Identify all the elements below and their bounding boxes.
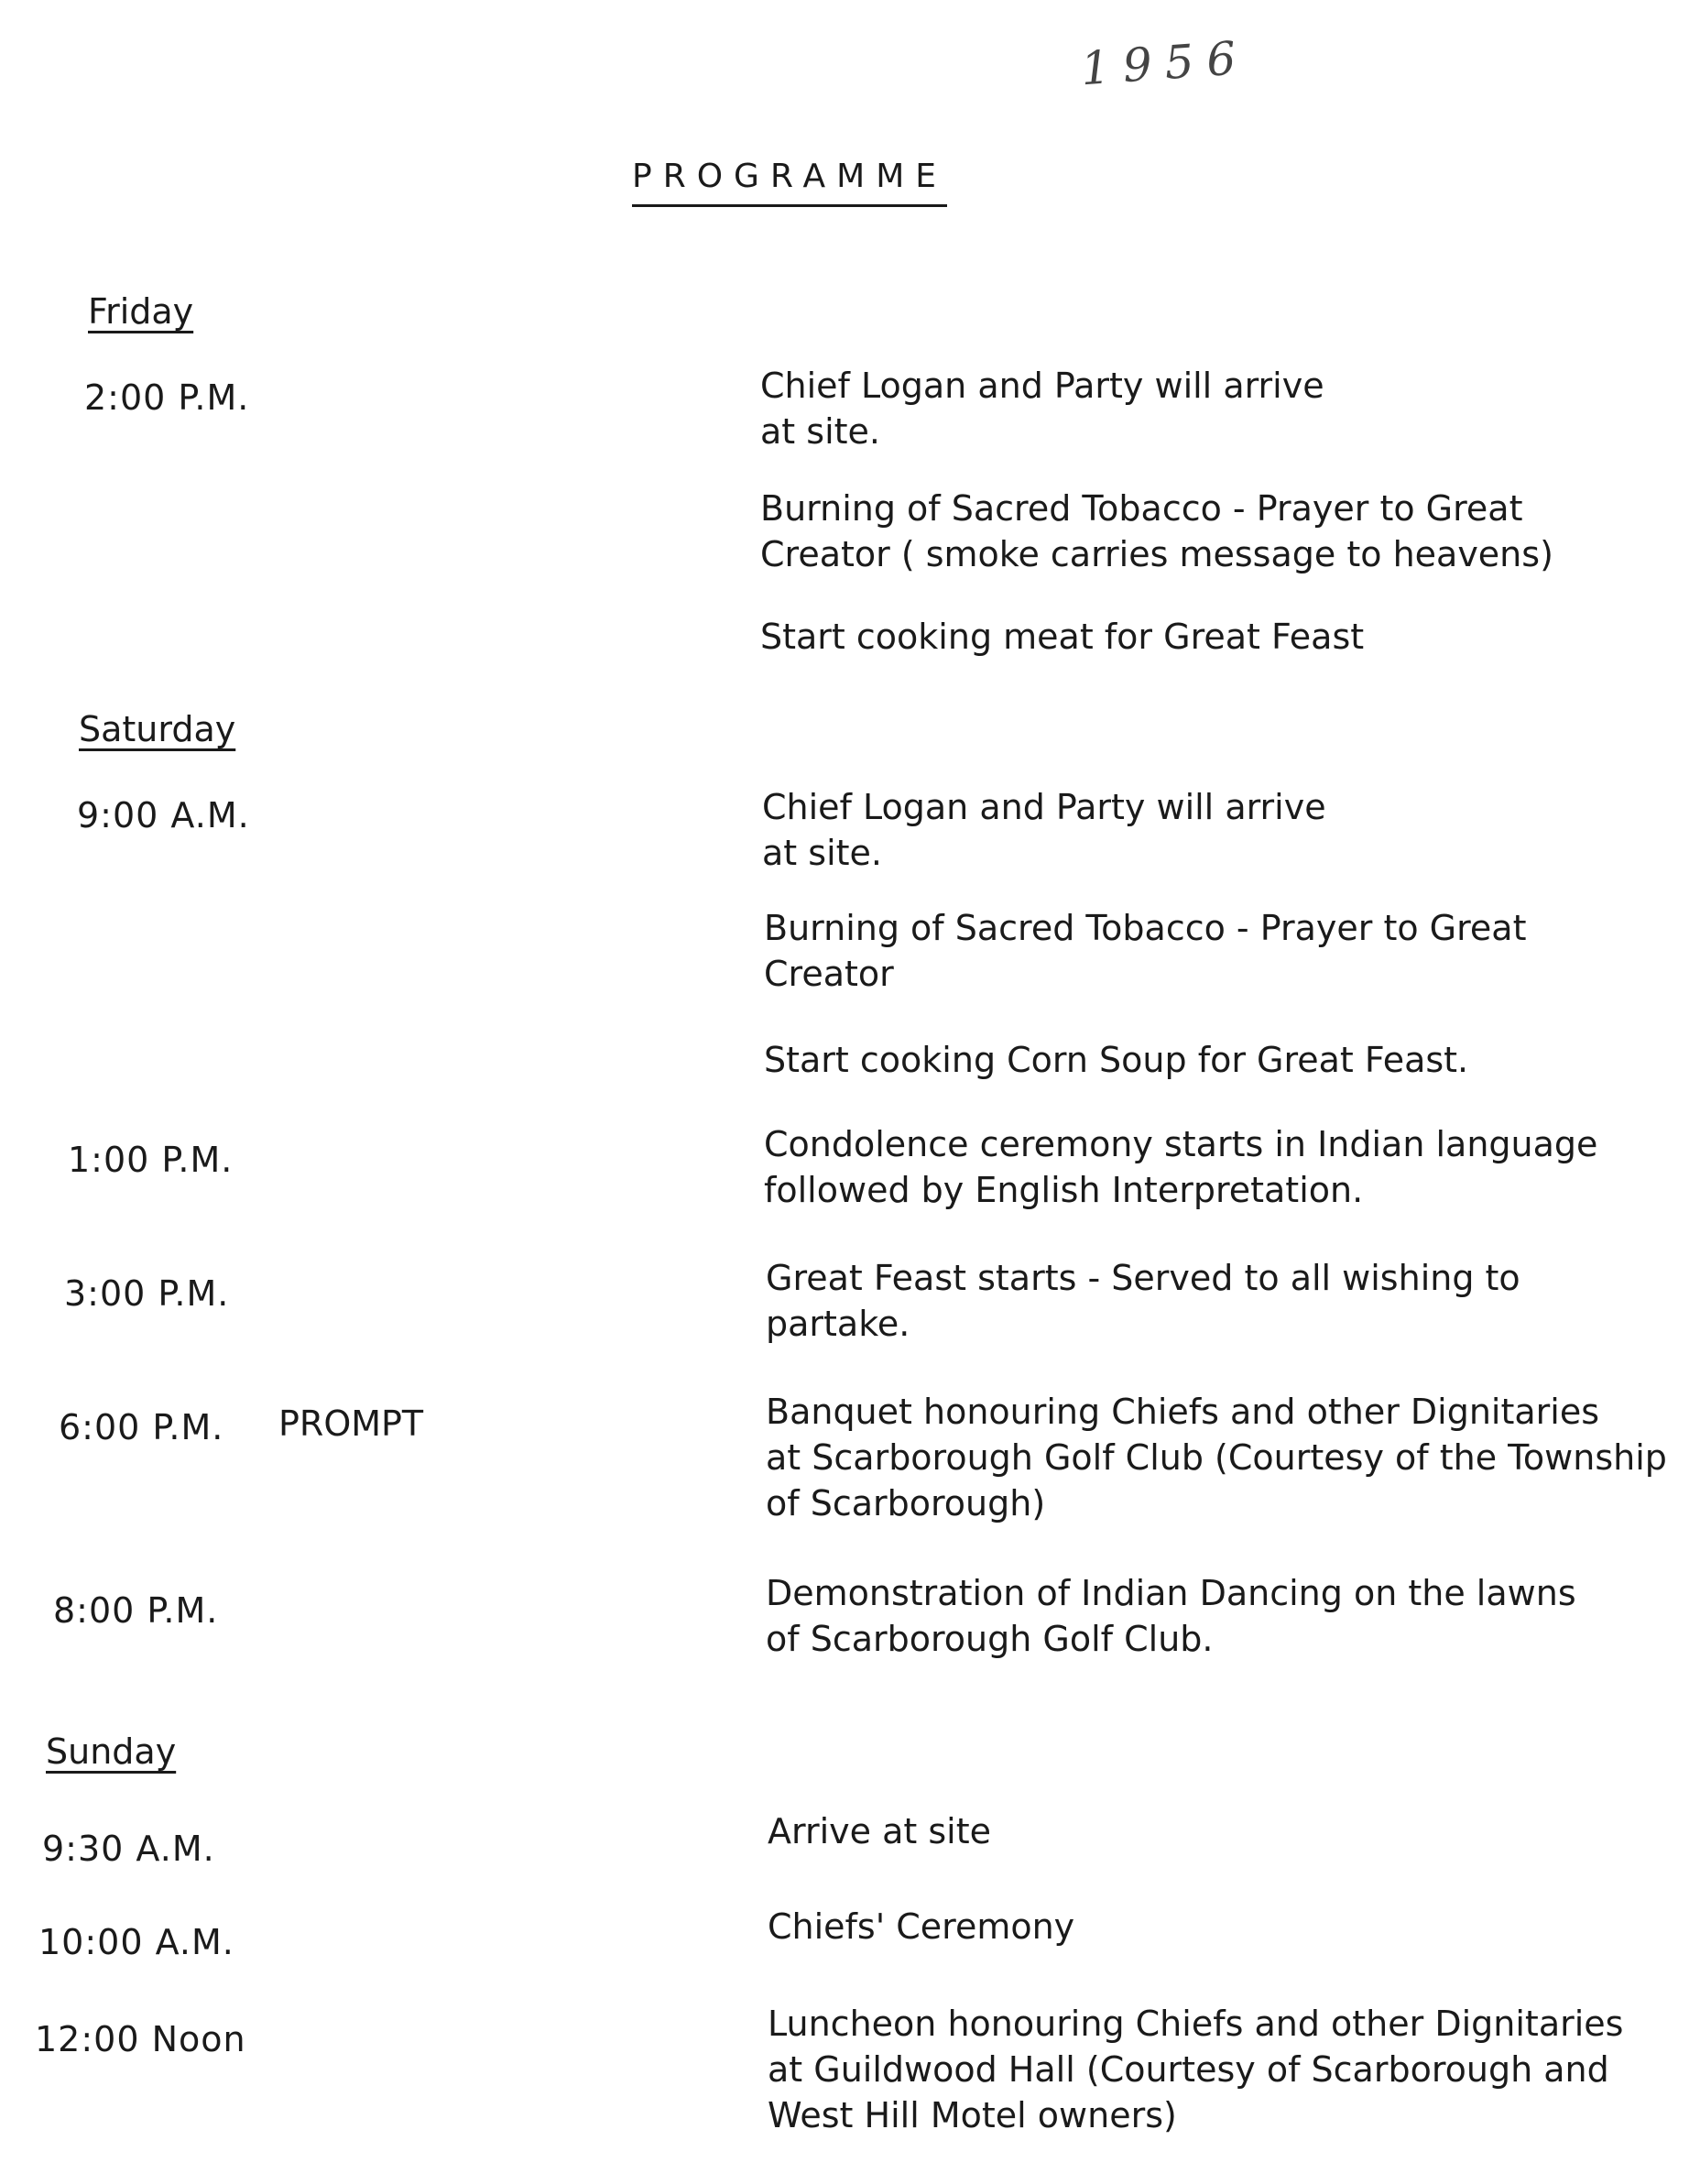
page-title: PROGRAMME: [632, 158, 947, 207]
handwritten-year: 1956: [1079, 30, 1251, 96]
event-saturday-great-feast: [766, 1255, 1520, 1347]
time-saturday-3pm: 3:00 P.M.: [64, 1273, 230, 1314]
event-line: Great Feast starts - Served to all wishing to: [766, 1258, 1520, 1298]
event-line: Start cooking meat for Great Feast: [760, 617, 1365, 657]
time-sunday-930am: 9:30 A.M.: [42, 1829, 215, 1869]
event-saturday-dancing: [766, 1570, 1576, 1662]
event-sunday-luncheon: [768, 2001, 1623, 2138]
event-saturday-banquet: [766, 1389, 1667, 1526]
prompt-label: PROMPT: [278, 1403, 424, 1444]
event-line: Start cooking Corn Soup for Great Feast.: [764, 1040, 1469, 1080]
event-line: Burning of Sacred Tobacco - Prayer to Great: [764, 908, 1527, 948]
event-line: West Hill Motel owners): [768, 2095, 1177, 2135]
event-friday-cooking: [760, 614, 1364, 660]
event-line: Condolence ceremony starts in Indian language: [764, 1124, 1598, 1164]
event-line: partake.: [766, 1304, 910, 1344]
event-line: Creator: [764, 954, 894, 994]
time-friday-2pm: 2:00 P.M.: [84, 377, 250, 418]
event-line: Creator ( smoke carries message to heavens): [760, 534, 1553, 574]
event-line: Arrive at site: [768, 1811, 991, 1851]
event-friday-arrival: [760, 363, 1324, 454]
event-saturday-corn-soup: [764, 1037, 1468, 1083]
event-line: Banquet honouring Chiefs and other Dignitaries: [766, 1392, 1600, 1432]
event-line: Demonstration of Indian Dancing on the lawns: [766, 1573, 1576, 1613]
event-line: Luncheon honouring Chiefs and other Dignitaries: [768, 2004, 1624, 2044]
event-line: of Scarborough): [766, 1483, 1046, 1523]
event-line: at site.: [762, 833, 882, 873]
day-heading-sunday: Sunday: [46, 1731, 177, 1772]
event-line: followed by English Interpretation.: [764, 1170, 1364, 1210]
event-line: at site.: [760, 411, 880, 452]
day-heading-friday: Friday: [88, 291, 194, 332]
event-sunday-arrive: [768, 1808, 991, 1854]
event-line: of Scarborough Golf Club.: [766, 1619, 1214, 1659]
event-saturday-tobacco: [764, 905, 1526, 997]
day-heading-saturday: Saturday: [79, 709, 236, 749]
time-saturday-8pm: 8:00 P.M.: [53, 1590, 219, 1631]
event-line: Chiefs' Ceremony: [768, 1906, 1075, 1947]
event-line: Burning of Sacred Tobacco - Prayer to Great: [760, 488, 1523, 529]
event-line: Chief Logan and Party will arrive: [762, 787, 1326, 827]
time-sunday-10am: 10:00 A.M.: [38, 1922, 234, 1962]
event-friday-tobacco: [760, 486, 1553, 577]
event-saturday-arrival: [762, 784, 1326, 876]
event-line: at Scarborough Golf Club (Courtesy of the Township: [766, 1437, 1667, 1478]
time-saturday-9am: 9:00 A.M.: [77, 795, 250, 835]
time-sunday-noon: 12:00 Noon: [35, 2019, 246, 2059]
event-line: at Guildwood Hall (Courtesy of Scarborough and: [768, 2049, 1609, 2090]
event-line: Chief Logan and Party will arrive: [760, 366, 1324, 406]
event-sunday-chiefs-ceremony: [768, 1904, 1074, 1949]
time-saturday-1pm: 1:00 P.M.: [68, 1140, 234, 1180]
time-saturday-6pm: 6:00 P.M.: [59, 1407, 224, 1447]
event-saturday-condolence: [764, 1121, 1597, 1213]
